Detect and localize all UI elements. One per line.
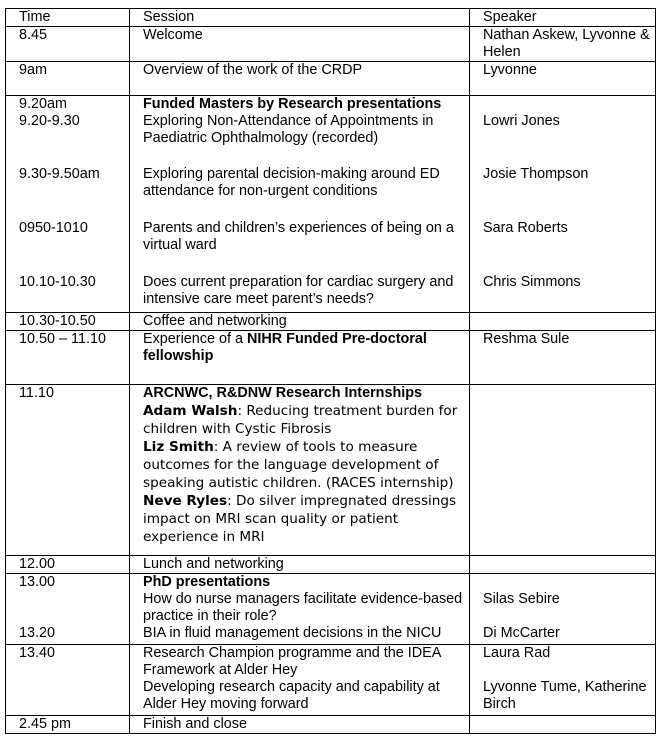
time-cell: 8.45 bbox=[6, 27, 130, 62]
speaker-text: Lyvonne Tume, Katherine Birch bbox=[483, 679, 647, 712]
time-cell bbox=[6, 574, 130, 645]
time-text: 0950-1010 bbox=[19, 220, 88, 236]
table-row bbox=[6, 385, 656, 556]
agenda-table bbox=[5, 8, 656, 734]
intern-topic: : Do silver impregnated dressings impact on MRI scan quality or patient experience in MRI bbox=[143, 493, 457, 545]
intern-name: Liz Smith bbox=[143, 439, 214, 455]
intern-topic: : Reducing treatment burden for children with Cystic Fibrosis bbox=[143, 403, 458, 437]
time-cell bbox=[6, 96, 130, 313]
session-emphasis: NIHR Funded Pre-doctoral fellowship bbox=[143, 331, 427, 364]
speaker-cell: Nathan Askew, Lyvonne & Helen bbox=[470, 27, 656, 62]
time-cell: 11.10 bbox=[6, 385, 130, 556]
session-cell bbox=[130, 385, 470, 556]
speaker-text: Lowri Jones bbox=[483, 113, 560, 129]
time-cell: 9am bbox=[6, 62, 130, 96]
table-row bbox=[6, 313, 656, 331]
intern-name: Neve Ryles bbox=[143, 493, 228, 509]
speaker-text: Laura Rad bbox=[483, 645, 551, 661]
table-row bbox=[6, 556, 656, 574]
internship-item bbox=[143, 492, 469, 546]
session-header: Session bbox=[130, 9, 470, 27]
time-cell: 10.50 – 11.10 bbox=[6, 331, 130, 385]
session-text: Developing research capacity and capability at Alder Hey moving forward bbox=[143, 679, 440, 712]
header-row bbox=[6, 9, 656, 27]
session-cell bbox=[130, 96, 470, 313]
speaker-cell: Reshma Sule bbox=[470, 331, 656, 385]
table-row bbox=[6, 574, 656, 645]
session-text: How do nurse managers facilitate evidence-based practice in their role? bbox=[143, 591, 463, 624]
time-cell: 10.30-10.50 bbox=[6, 313, 130, 331]
session-cell: Overview of the work of the CRDP bbox=[130, 62, 470, 96]
speaker-cell bbox=[470, 556, 656, 574]
speaker-cell: Lyvonne bbox=[470, 62, 656, 96]
time-text: 10.10-10.30 bbox=[19, 274, 96, 290]
time-header: Time bbox=[6, 9, 130, 27]
speaker-cell bbox=[470, 716, 656, 734]
time-text: 13.20 bbox=[19, 625, 56, 641]
speaker-text: Sara Roberts bbox=[483, 220, 568, 236]
session-text: BIA in fluid management decisions in the NICU bbox=[143, 625, 442, 641]
intern-topic: : A review of tools to measure outcomes for the language development of speaking autistic children. (RACES internship) bbox=[143, 439, 454, 491]
speaker-text: Chris Simmons bbox=[483, 274, 581, 290]
session-cell: Coffee and networking bbox=[130, 313, 470, 331]
speaker-cell bbox=[470, 574, 656, 645]
section-heading: PhD presentations bbox=[143, 574, 271, 590]
table-row bbox=[6, 96, 656, 313]
intern-name: Adam Walsh bbox=[143, 403, 238, 419]
session-cell bbox=[130, 331, 470, 385]
speaker-text: Silas Sebire bbox=[483, 591, 560, 607]
speaker-text: Josie Thompson bbox=[483, 166, 589, 182]
speaker-cell bbox=[470, 313, 656, 331]
session-cell: Welcome bbox=[130, 27, 470, 62]
table-row bbox=[6, 62, 656, 96]
speaker-header: Speaker bbox=[470, 9, 656, 27]
time-cell: 12.00 bbox=[6, 556, 130, 574]
session-text: Experience of a bbox=[143, 331, 247, 347]
table-row bbox=[6, 27, 656, 62]
session-text: Exploring Non-Attendance of Appointments in Paediatric Ophthalmology (recorded) bbox=[143, 113, 434, 146]
time-text: 9.20-9.30 bbox=[19, 113, 80, 129]
session-text: Research Champion programme and the IDEA Framework at Alder Hey bbox=[143, 645, 441, 678]
time-text: 9.20am bbox=[19, 96, 67, 112]
time-text: 13.00 bbox=[19, 574, 56, 590]
speaker-cell bbox=[470, 385, 656, 556]
internship-item bbox=[143, 402, 469, 438]
speaker-cell bbox=[470, 645, 656, 716]
session-cell bbox=[130, 645, 470, 716]
session-text: Does current preparation for cardiac surgery and intensive care meet parent’s needs? bbox=[143, 274, 454, 307]
speaker-cell bbox=[470, 96, 656, 313]
time-cell: 2.45 pm bbox=[6, 716, 130, 734]
section-heading: Funded Masters by Research presentations bbox=[143, 96, 442, 112]
session-cell bbox=[130, 574, 470, 645]
section-heading: ARCNWC, R&DNW Research Internships bbox=[143, 385, 423, 401]
session-text: Exploring parental decision-making around ED attendance for non-urgent conditions bbox=[143, 166, 440, 199]
table-row bbox=[6, 716, 656, 734]
speaker-text: Di McCarter bbox=[483, 625, 560, 641]
time-text: 9.30-9.50am bbox=[19, 166, 100, 182]
session-text: Parents and children’s experiences of being on a virtual ward bbox=[143, 220, 454, 253]
table-row bbox=[6, 645, 656, 716]
internship-item bbox=[143, 438, 469, 492]
time-cell: 13.40 bbox=[6, 645, 130, 716]
session-cell: Lunch and networking bbox=[130, 556, 470, 574]
session-cell: Finish and close bbox=[130, 716, 470, 734]
table-row bbox=[6, 331, 656, 385]
